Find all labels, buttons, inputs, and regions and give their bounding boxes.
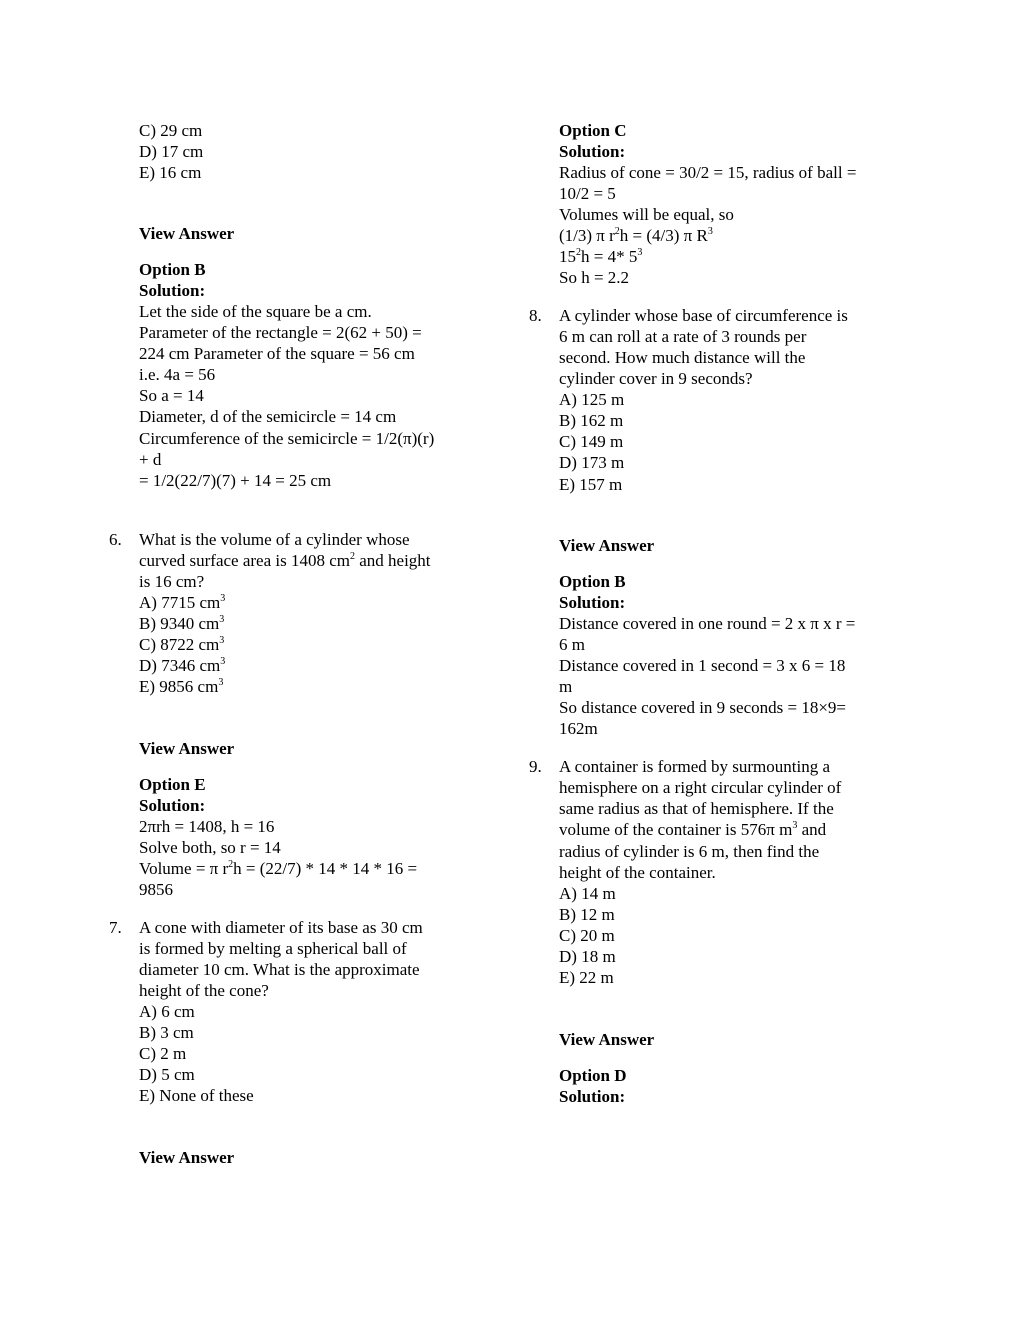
- q9-option-b: B) 12 m: [559, 905, 615, 924]
- q5-solution-line: i.e. 4a = 56: [139, 365, 216, 384]
- q6-option-d: D) 7346 $cm^3$: [139, 656, 226, 675]
- q8-question-line: second. How much distance will the: [559, 348, 806, 367]
- q5-solution-line: Parameter of the rectangle = 2(62 + 50) =: [139, 323, 422, 342]
- q8-solution-line: 162m: [559, 719, 598, 738]
- q9-question-line: radius of cylinder is 6 m, then find the: [559, 842, 820, 861]
- q9-question-line: height of the container.: [559, 863, 716, 882]
- q5-solution-line: = 1/2(22/7)(7) + 14 = 25 cm: [139, 471, 332, 490]
- q6-solution-label: Solution:: [139, 796, 206, 815]
- q5-solution-line: 224 cm Parameter of the square = 56 cm: [139, 344, 415, 363]
- q6-question-line: curved surface area is 1408 $cm^2$ and height: [139, 551, 431, 570]
- q8-solution-line: 6 m: [559, 635, 585, 654]
- q9-question-line: A container is formed by surmounting a: [559, 757, 831, 776]
- q8-solution-label: Solution:: [559, 593, 626, 612]
- q7-option-a: A) 6 cm: [139, 1002, 195, 1021]
- q7-question-line: height of the cone?: [139, 981, 269, 1000]
- q7-solution-line: (1/3) π $r^2h = (4/3)$ π $R^3$: [559, 226, 713, 245]
- q7-solution-line: So h = 2.2: [559, 268, 630, 287]
- q6-option-b: B) 9340 $cm^3$: [139, 614, 225, 633]
- q7-option-c: C) 2 m: [139, 1044, 187, 1063]
- q7-solution-line: $15^2h = 4*$ $5^3$: [559, 247, 643, 266]
- q6-solution-line: Solve both, so r = 14: [139, 838, 281, 857]
- q7-solution-line: Radius of cone = 30/2 = 15, radius of ball =: [559, 163, 857, 182]
- q6-option-e: E) 9856 $cm^3$: [139, 677, 224, 696]
- q9-number: 9.: [529, 757, 542, 776]
- q9-question-line: hemisphere on a right circular cylinder of: [559, 778, 842, 797]
- q8-solution-line: m: [559, 677, 573, 696]
- q9-answer-option: Option D: [559, 1066, 627, 1085]
- q5-solution-label: Solution:: [139, 281, 206, 300]
- q7-question-line: diameter 10 cm. What is the approximate: [139, 960, 420, 979]
- q8-question-line: A cylinder whose base of circumference is: [559, 306, 848, 325]
- q6-question-line: What is the volume of a cylinder whose: [139, 530, 410, 549]
- q9-solution-label: Solution:: [559, 1087, 626, 1106]
- q7-answer-option: Option C: [559, 121, 627, 140]
- q6-solution-line: 9856: [139, 880, 173, 899]
- q9-question-line: same radius as that of hemisphere. If the: [559, 799, 834, 818]
- q7-option-b: B) 3 cm: [139, 1023, 194, 1042]
- q8-option-e: E) 157 m: [559, 475, 623, 494]
- q6-answer-option: Option E: [139, 775, 206, 794]
- q5-option-e: E) 16 cm: [139, 163, 202, 182]
- q8-option-c: C) 149 m: [559, 432, 624, 451]
- q8-answer-option: Option B: [559, 572, 626, 591]
- q7-view-answer-link[interactable]: View Answer: [139, 1148, 235, 1167]
- q9-option-e: E) 22 m: [559, 968, 614, 987]
- q6-number: 6.: [109, 530, 122, 549]
- q7-option-d: D) 5 cm: [139, 1065, 195, 1084]
- q7-solution-line: Volumes will be equal, so: [559, 205, 734, 224]
- q5-option-c: C) 29 cm: [139, 121, 203, 140]
- q6-question-line: is 16 cm?: [139, 572, 205, 591]
- q7-solution-label: Solution:: [559, 142, 626, 161]
- q8-solution-line: Distance covered in 1 second = 3 x 6 = 18: [559, 656, 846, 675]
- q8-view-answer-link[interactable]: View Answer: [559, 536, 655, 555]
- q6-solution-line: Volume = π $r^2h = (22/7) * 14 * 14 * 16$ =: [139, 859, 418, 878]
- q8-option-d: D) 173 m: [559, 453, 625, 472]
- q9-question-line: volume of the container is 576π $m^3$ and: [559, 820, 827, 839]
- q9-view-answer-link[interactable]: View Answer: [559, 1030, 655, 1049]
- q8-question-line: cylinder cover in 9 seconds?: [559, 369, 753, 388]
- q8-option-a: A) 125 m: [559, 390, 625, 409]
- q8-question-line: 6 m can roll at a rate of 3 rounds per: [559, 327, 807, 346]
- q5-option-d: D) 17 cm: [139, 142, 204, 161]
- q6-option-c: C) 8722 $cm^3$: [139, 635, 225, 654]
- q7-number: 7.: [109, 918, 122, 937]
- q5-solution-line: So a = 14: [139, 386, 204, 405]
- q5-answer-option: Option B: [139, 260, 206, 279]
- q5-solution-line: Diameter, d of the semicircle = 14 cm: [139, 407, 397, 426]
- q5-solution-line: + d: [139, 450, 162, 469]
- q7-question-line: A cone with diameter of its base as 30 cm: [139, 918, 423, 937]
- q8-solution-line: So distance covered in 9 seconds = 18×9=: [559, 698, 847, 717]
- q5-solution-line: Circumference of the semicircle = 1/2(π)(r): [139, 429, 435, 448]
- q7-option-e: E) None of these: [139, 1086, 254, 1105]
- q6-option-a: A) 7715 $cm^3$: [139, 593, 226, 612]
- q5-view-answer-link[interactable]: View Answer: [139, 224, 235, 243]
- q7-solution-line: 10/2 = 5: [559, 184, 616, 203]
- q9-option-c: C) 20 m: [559, 926, 615, 945]
- q6-solution-line: 2πrh = 1408, h = 16: [139, 817, 275, 836]
- q5-solution-line: Let the side of the square be a cm.: [139, 302, 372, 321]
- q8-option-b: B) 162 m: [559, 411, 624, 430]
- q6-view-answer-link[interactable]: View Answer: [139, 739, 235, 758]
- q8-number: 8.: [529, 306, 542, 325]
- q9-option-d: D) 18 m: [559, 947, 616, 966]
- q8-solution-line: Distance covered in one round = 2 x π x r =: [559, 614, 856, 633]
- q7-question-line: is formed by melting a spherical ball of: [139, 939, 407, 958]
- q9-option-a: A) 14 m: [559, 884, 616, 903]
